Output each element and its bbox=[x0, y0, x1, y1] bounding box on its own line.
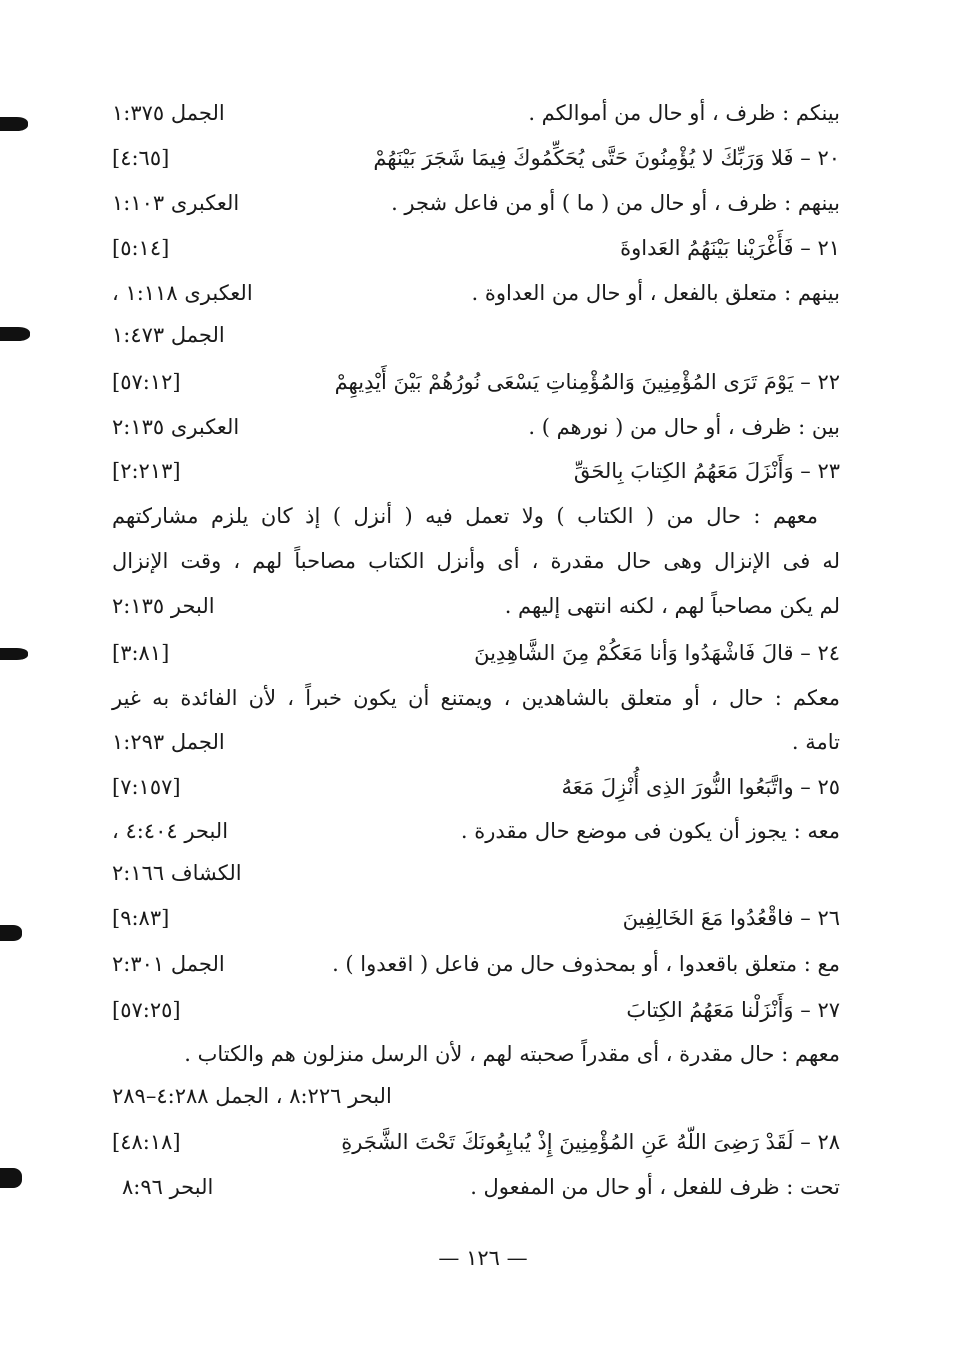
verse-line bbox=[112, 990, 840, 1030]
verse-line bbox=[112, 451, 840, 491]
line-text: معه : يجوز أن يكون فى موضع حال مقدرة . bbox=[460, 819, 840, 843]
citation-line bbox=[112, 853, 840, 893]
line-text: تامة . bbox=[791, 730, 840, 754]
verse-reference: [٥٧:١٢] bbox=[112, 370, 181, 394]
verse-reference: [٩:٨٣] bbox=[112, 906, 170, 930]
text-line bbox=[112, 1167, 840, 1207]
text-line bbox=[112, 407, 840, 447]
text-line bbox=[112, 722, 840, 762]
binding-mark bbox=[0, 327, 30, 341]
text-line bbox=[112, 586, 840, 626]
verse-text: ٢٨ – لَقَدْ رَضِىَ اللّهُ عَنِ المُؤْمِنِينَ إِذْ يُبايِعُونَكَ تَحْتَ الشَّجَرةِ bbox=[341, 1130, 840, 1154]
text-line bbox=[112, 183, 840, 223]
source-citation: العكبرى ١:١١٨ ، bbox=[112, 281, 253, 305]
source-citation: العكبرى ١:١٠٣ bbox=[112, 191, 240, 215]
source-citation: البحر ٢:١٣٥ bbox=[112, 594, 215, 618]
binding-mark bbox=[0, 648, 28, 660]
source-citation: الجمل ٢:٣٠١ bbox=[112, 952, 225, 976]
line-text: مع : متعلق باقعدوا ، أو بمحذوف حال من فاعل ( اقعدوا ) . bbox=[332, 952, 840, 976]
text-line bbox=[112, 944, 840, 984]
line-text: بين : ظرف ، أو حال من ( نورهم ) . bbox=[528, 415, 840, 439]
verse-reference: [٥:١٤] bbox=[112, 236, 170, 260]
verse-text: ٢١ – فَأَغْرَيْنا بَيْنَهُمُ العَداوةَ bbox=[620, 236, 840, 260]
line-text: بينكم : ظرف ، أو حال من أموالكم . bbox=[528, 101, 840, 125]
verse-line bbox=[112, 1122, 840, 1162]
verse-text: ٢٠ – فَلا وَرَبِّكَ لا يُؤْمِنُونَ حَتَّى يُحَكِّمُوكَ فِيمَا شَجَرَ بَيْنَهُمْ bbox=[373, 146, 840, 170]
page-number: — ١٢٦ — bbox=[438, 1246, 528, 1270]
binding-mark bbox=[0, 117, 28, 131]
verse-line bbox=[112, 633, 840, 673]
line-text: بينهم : متعلق بالفعل ، أو حال من العداوة . bbox=[471, 281, 840, 305]
verse-reference: [٢:٢١٣] bbox=[112, 459, 181, 483]
verse-reference: [٤٨:١٨] bbox=[112, 1130, 181, 1154]
verse-text: ٢٧ – وَأَنْزَلْنا مَعَهُمُ الكِتابَ bbox=[626, 998, 840, 1022]
source-citation: البحر ٨:٢٢٦ ، الجمل ٤:٢٨٨–٢٨٩ bbox=[112, 1084, 392, 1108]
verse-line bbox=[112, 767, 840, 807]
verse-line bbox=[112, 362, 840, 402]
source-citation: البحر ٨:٩٦ bbox=[122, 1175, 214, 1199]
line-text: تحت : ظرف للفعل ، أو حال من المفعول . bbox=[470, 1175, 840, 1199]
source-citation: الكشاف ٢:١٦٦ bbox=[112, 861, 242, 885]
verse-line bbox=[112, 138, 840, 178]
text-line bbox=[112, 93, 840, 133]
text-line bbox=[112, 1034, 840, 1074]
verse-text: ٢٢ – يَوْمَ تَرَى المُؤْمِنِينَ وَالمُؤْمِناتِ يَسْعَى نُورُهُمْ بَيْنَ أَيْدِيهِمْ bbox=[334, 370, 840, 394]
paragraph-text: له فى الإنزال وهى حال مقدرة ، أى وأنزل الكتاب مصاحباً لهم ، وقت الإنزال bbox=[112, 549, 840, 573]
verse-line bbox=[112, 898, 840, 938]
verse-text: ٢٣ – وَأَنْزَلَ مَعَهُمُ الكِتابَ بِالحَقِّ bbox=[573, 459, 840, 483]
binding-mark bbox=[0, 1168, 22, 1188]
paragraph-text: معكم : حال ، أو متعلق بالشاهدين ، ويمتنع أن يكون خبراً ، لأن الفائدة به غير bbox=[112, 686, 840, 710]
paragraph-text: معهم : حال من ( الكتاب ) ولا تعمل فيه ( أنزل ) إذ كان يلزم مشاركتهم bbox=[112, 504, 818, 528]
verse-reference: [٤:٦٥] bbox=[112, 146, 170, 170]
citation-line bbox=[112, 1076, 840, 1116]
verse-reference: [٥٧:٢٥] bbox=[112, 998, 181, 1022]
source-citation: الجمل ١:٢٩٣ bbox=[112, 730, 225, 754]
source-citation: الجمل ١:٣٧٥ bbox=[112, 101, 225, 125]
source-citation: الجمل ١:٤٧٣ bbox=[112, 323, 225, 347]
paragraph-line bbox=[112, 541, 840, 581]
paragraph-line bbox=[112, 678, 840, 718]
source-citation: العكبرى ٢:١٣٥ bbox=[112, 415, 240, 439]
binding-mark bbox=[0, 925, 22, 941]
verse-text: ٢٥ – واتَّبَعُوا النُّورَ الذِى أُنْزِلَ مَعَهُ bbox=[561, 775, 840, 799]
text-line bbox=[112, 811, 840, 851]
source-citation: البحر ٤:٤٠٤ ، bbox=[112, 819, 229, 843]
verse-line bbox=[112, 228, 840, 268]
line-text: بينهم : ظرف ، أو حال من ( ما ) أو من فاعل شجر . bbox=[391, 191, 840, 215]
verse-text: ٢٦ – فاقْعُدُوا مَعَ الخَالِفِينَ bbox=[622, 906, 840, 930]
verse-reference: [٧:١٥٧] bbox=[112, 775, 181, 799]
verse-reference: [٣:٨١] bbox=[112, 641, 170, 665]
line-text: معهم : حال مقدرة ، أى مقدراً صحبته لهم ، لأن الرسل منزلون هم والكتاب . bbox=[184, 1042, 840, 1066]
line-text: لم يكن مصاحباً لهم ، لكنه انتهى إليهم . bbox=[504, 594, 840, 618]
citation-line bbox=[112, 315, 840, 355]
text-line bbox=[112, 273, 840, 313]
verse-text: ٢٤ – قالَ فَاشْهَدُوا وَأنا مَعَكُمْ مِنَ الشَّاهِدِينَ bbox=[474, 641, 840, 665]
paragraph-line bbox=[112, 496, 840, 536]
